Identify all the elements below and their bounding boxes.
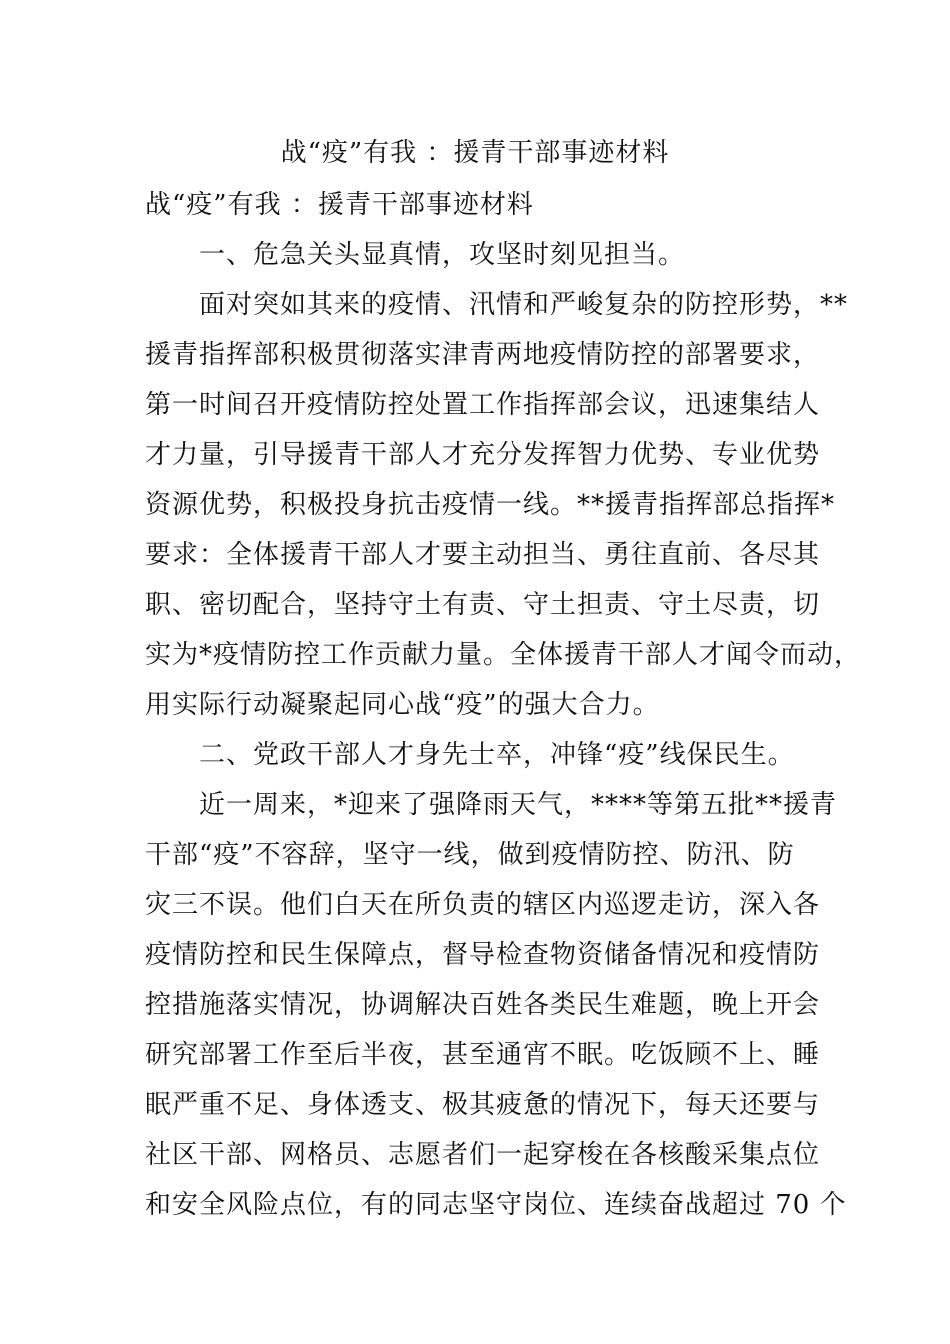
body-line-10: 实为*疫情防控工作贡献力量。全体援青干部人才闻令而动， bbox=[145, 640, 862, 670]
body-line-21: 和安全风险点位，有的同志坚守岗位、连续奋战超过 70 个 bbox=[145, 1190, 847, 1220]
body-line-12: 二、党政干部人才身先士卒，冲锋“疫”线保民生。 bbox=[145, 740, 795, 770]
body-line-11: 用实际行动凝聚起同心战“疫”的强大合力。 bbox=[145, 690, 660, 720]
body-line-16: 疫情防控和民生保障点，督导检查物资储备情况和疫情防 bbox=[145, 940, 821, 970]
body-line-13: 近一周来，*迎来了强降雨天气，****等第五批**援青 bbox=[145, 790, 838, 820]
body-line-8: 要求：全体援青干部人才要主动担当、勇往直前、各尽其 bbox=[145, 540, 821, 570]
body-line-18: 研究部署工作至后半夜，甚至通宵不眠。吃饭顾不上、睡 bbox=[145, 1040, 821, 1070]
document-body bbox=[145, 180, 862, 1230]
body-line-1: 战“疫”有我 ：援青干部事迹材料 bbox=[145, 190, 534, 220]
body-line-2: 一、危急关头显真情，攻坚时刻见担当。 bbox=[145, 240, 686, 270]
body-line-14: 干部“疫”不容辞，坚守一线，做到疫情防控、防汛、防 bbox=[145, 840, 795, 870]
body-line-9: 职、密切配合，坚持守土有责、守土担责、守土尽责，切 bbox=[145, 590, 821, 620]
body-line-5: 第一时间召开疫情防控处置工作指挥部会议，迅速集结人 bbox=[145, 390, 821, 420]
body-line-4: 援青指挥部积极贯彻落实津青两地疫情防控的部署要求， bbox=[145, 340, 821, 370]
body-line-3: 面对突如其来的疫情、汛情和严峻复杂的防控形势，** bbox=[145, 290, 849, 320]
body-line-19: 眠严重不足、身体透支、极其疲惫的情况下，每天还要与 bbox=[145, 1090, 821, 1120]
body-line-15: 灾三不误。他们白天在所负责的辖区内巡逻走访，深入各 bbox=[145, 890, 821, 920]
document-title: 战“疫”有我 ：援青干部事迹材料 bbox=[280, 138, 670, 168]
body-line-20: 社区干部、网格员、志愿者们一起穿梭在各核酸采集点位 bbox=[145, 1140, 821, 1170]
body-line-7: 资源优势，积极投身抗击疫情一线。**援青指挥部总指挥* bbox=[145, 490, 836, 520]
body-line-17: 控措施落实情况，协调解决百姓各类民生难题，晚上开会 bbox=[145, 990, 821, 1020]
body-line-6: 才力量，引导援青干部人才充分发挥智力优势、专业优势 bbox=[145, 440, 821, 470]
